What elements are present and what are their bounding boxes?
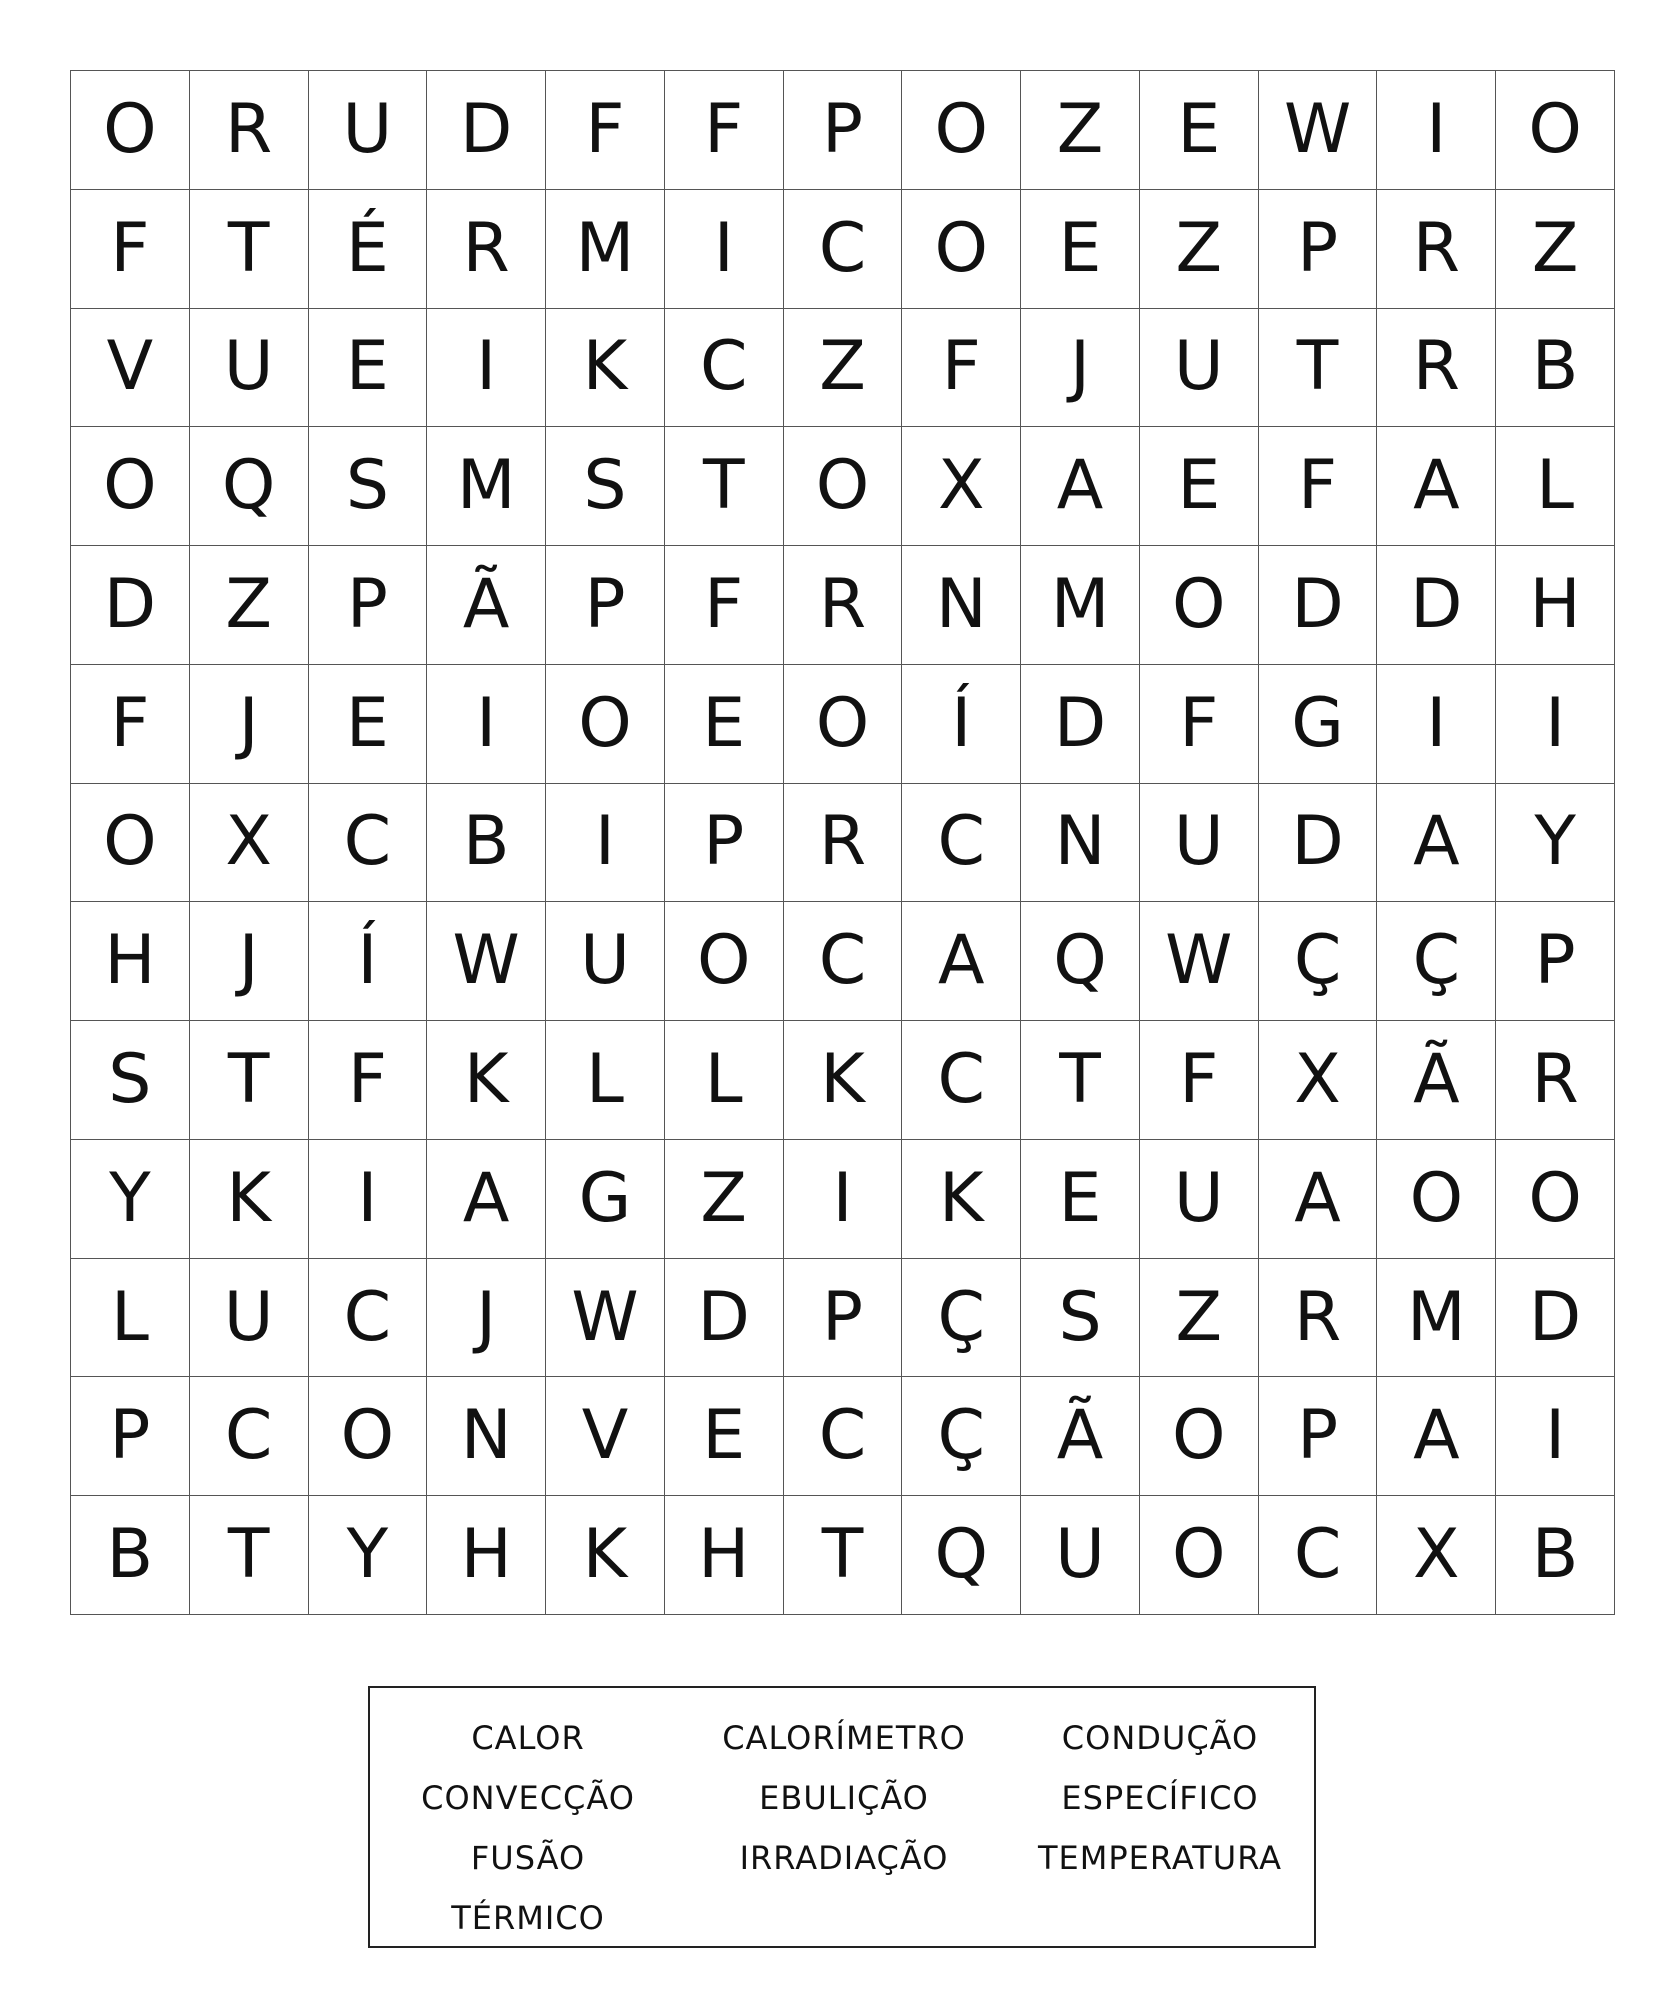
grid-cell[interactable]: U <box>1140 309 1259 428</box>
grid-cell[interactable]: S <box>309 427 428 546</box>
grid-cell[interactable]: E <box>665 665 784 784</box>
grid-cell[interactable]: E <box>1140 427 1259 546</box>
grid-cell[interactable]: Y <box>309 1496 428 1615</box>
grid-cell[interactable]: N <box>427 1377 546 1496</box>
grid-cell[interactable]: O <box>784 427 903 546</box>
grid-cell[interactable]: F <box>1140 1021 1259 1140</box>
grid-cell[interactable]: Z <box>1140 1259 1259 1378</box>
grid-cell[interactable]: O <box>665 902 784 1021</box>
grid-cell[interactable]: I <box>1377 665 1496 784</box>
letter-grid <box>70 70 1615 1615</box>
grid-cell[interactable]: H <box>427 1496 546 1615</box>
grid-cell[interactable]: W <box>546 1259 665 1378</box>
word-item: TÉRMICO <box>451 1899 605 1937</box>
word-item: TEMPERATURA <box>1037 1839 1283 1877</box>
grid-cell[interactable]: O <box>784 665 903 784</box>
grid-cell[interactable]: E <box>1021 190 1140 309</box>
grid-cell[interactable]: I <box>1496 665 1615 784</box>
grid-cell[interactable]: M <box>1021 546 1140 665</box>
grid-cell[interactable]: T <box>1021 1021 1140 1140</box>
grid-cell[interactable]: Í <box>902 665 1021 784</box>
grid-cell[interactable]: K <box>902 1140 1021 1259</box>
grid-cell[interactable]: E <box>665 1377 784 1496</box>
grid-cell[interactable]: I <box>546 784 665 903</box>
grid-cell[interactable]: D <box>427 71 546 190</box>
grid-cell[interactable]: O <box>546 665 665 784</box>
grid-cell[interactable]: A <box>1377 784 1496 903</box>
grid-cell[interactable]: E <box>309 665 428 784</box>
word-list-column-1 <box>370 1688 686 1948</box>
grid-cell[interactable]: I <box>784 1140 903 1259</box>
grid-cell[interactable]: X <box>1377 1496 1496 1615</box>
grid-cell[interactable]: Ç <box>902 1259 1021 1378</box>
grid-cell[interactable]: U <box>1140 784 1259 903</box>
grid-cell[interactable]: F <box>665 71 784 190</box>
grid-cell[interactable]: R <box>190 71 309 190</box>
grid-cell[interactable]: G <box>546 1140 665 1259</box>
grid-cell[interactable]: C <box>309 1259 428 1378</box>
grid-cell[interactable]: I <box>427 665 546 784</box>
grid-cell[interactable]: W <box>427 902 546 1021</box>
grid-cell[interactable]: C <box>190 1377 309 1496</box>
grid-cell[interactable]: P <box>784 1259 903 1378</box>
grid-cell[interactable]: N <box>902 546 1021 665</box>
grid-cell[interactable]: E <box>309 309 428 428</box>
grid-cell[interactable]: X <box>190 784 309 903</box>
grid-cell[interactable]: L <box>546 1021 665 1140</box>
grid-cell[interactable]: O <box>1496 1140 1615 1259</box>
grid-cell[interactable]: P <box>665 784 784 903</box>
grid-cell[interactable]: E <box>1021 1140 1140 1259</box>
grid-cell[interactable]: Ã <box>1021 1377 1140 1496</box>
grid-cell[interactable]: A <box>1021 427 1140 546</box>
grid-cell[interactable]: F <box>665 546 784 665</box>
grid-cell[interactable]: O <box>1140 546 1259 665</box>
grid-cell[interactable]: F <box>1140 665 1259 784</box>
word-item: CALOR <box>471 1719 585 1757</box>
grid-cell[interactable]: Z <box>665 1140 784 1259</box>
grid-cell[interactable]: C <box>902 784 1021 903</box>
grid-cell[interactable]: K <box>546 1496 665 1615</box>
grid-cell[interactable]: V <box>546 1377 665 1496</box>
grid-cell[interactable]: S <box>1021 1259 1140 1378</box>
grid-cell[interactable]: H <box>665 1496 784 1615</box>
grid-cell[interactable]: I <box>427 309 546 428</box>
grid-cell[interactable]: R <box>427 190 546 309</box>
grid-cell[interactable]: Ç <box>902 1377 1021 1496</box>
grid-cell[interactable]: I <box>309 1140 428 1259</box>
grid-cell[interactable]: U <box>309 71 428 190</box>
grid-cell[interactable]: D <box>665 1259 784 1378</box>
grid-cell[interactable]: R <box>1377 190 1496 309</box>
grid-cell[interactable]: F <box>309 1021 428 1140</box>
word-item: CONVECÇÃO <box>421 1779 635 1817</box>
grid-cell[interactable]: U <box>1140 1140 1259 1259</box>
grid-cell[interactable]: Y <box>1496 784 1615 903</box>
word-item: FUSÃO <box>470 1839 586 1877</box>
grid-cell[interactable]: O <box>902 190 1021 309</box>
grid-cell[interactable]: O <box>71 784 190 903</box>
grid-cell[interactable]: Q <box>1021 902 1140 1021</box>
grid-cell[interactable]: C <box>784 902 903 1021</box>
grid-cell[interactable]: D <box>1021 665 1140 784</box>
grid-cell[interactable]: P <box>71 1377 190 1496</box>
grid-cell[interactable]: C <box>309 784 428 903</box>
grid-cell[interactable]: L <box>1496 427 1615 546</box>
grid-cell[interactable]: Y <box>71 1140 190 1259</box>
grid-cell[interactable]: R <box>1259 1259 1378 1378</box>
grid-cell[interactable]: Z <box>1140 190 1259 309</box>
grid-cell[interactable]: J <box>427 1259 546 1378</box>
grid-cell[interactable]: M <box>546 190 665 309</box>
grid-cell[interactable]: D <box>71 546 190 665</box>
grid-cell[interactable]: U <box>1021 1496 1140 1615</box>
grid-cell[interactable]: H <box>1496 546 1615 665</box>
grid-cell[interactable]: R <box>1377 309 1496 428</box>
grid-cell[interactable]: O <box>71 71 190 190</box>
grid-cell[interactable]: H <box>71 902 190 1021</box>
grid-cell[interactable]: D <box>1259 546 1378 665</box>
grid-cell[interactable]: A <box>1259 1140 1378 1259</box>
grid-cell[interactable]: Q <box>902 1496 1021 1615</box>
grid-cell[interactable]: D <box>1259 784 1378 903</box>
grid-cell[interactable]: Z <box>190 546 309 665</box>
grid-cell[interactable]: X <box>902 427 1021 546</box>
grid-cell[interactable]: J <box>190 665 309 784</box>
grid-cell[interactable]: A <box>1377 427 1496 546</box>
word-item: ESPECÍFICO <box>1061 1779 1259 1817</box>
grid-cell[interactable]: U <box>190 1259 309 1378</box>
grid-cell[interactable]: P <box>546 546 665 665</box>
grid-cell[interactable]: J <box>190 902 309 1021</box>
grid-cell[interactable]: Z <box>1496 190 1615 309</box>
grid-cell[interactable]: O <box>1377 1140 1496 1259</box>
grid-cell[interactable]: O <box>1140 1496 1259 1615</box>
grid-cell[interactable]: T <box>190 1496 309 1615</box>
grid-cell[interactable]: K <box>784 1021 903 1140</box>
word-list-box <box>368 1686 1316 1948</box>
grid-cell[interactable]: K <box>546 309 665 428</box>
grid-cell[interactable]: P <box>784 71 903 190</box>
word-item: CALORÍMETRO <box>722 1719 966 1757</box>
grid-cell[interactable]: O <box>71 427 190 546</box>
word-item: EBULIÇÃO <box>759 1779 929 1817</box>
grid-cell[interactable]: W <box>1140 902 1259 1021</box>
grid-cell[interactable]: Ç <box>1259 902 1378 1021</box>
grid-cell[interactable]: Ã <box>427 546 546 665</box>
grid-cell[interactable]: D <box>1377 546 1496 665</box>
grid-cell[interactable]: X <box>1259 1021 1378 1140</box>
grid-cell[interactable]: O <box>309 1377 428 1496</box>
grid-cell[interactable]: C <box>784 190 903 309</box>
grid-cell[interactable]: L <box>71 1259 190 1378</box>
grid-cell[interactable]: Q <box>190 427 309 546</box>
grid-cell[interactable]: W <box>1259 71 1378 190</box>
grid-cell[interactable]: I <box>1377 71 1496 190</box>
grid-cell[interactable]: T <box>665 427 784 546</box>
grid-cell[interactable]: S <box>71 1021 190 1140</box>
grid-cell[interactable]: Ã <box>1377 1021 1496 1140</box>
grid-cell[interactable]: F <box>546 71 665 190</box>
grid-cell[interactable]: A <box>902 902 1021 1021</box>
grid-cell[interactable]: C <box>784 1377 903 1496</box>
grid-cell[interactable]: K <box>427 1021 546 1140</box>
grid-cell[interactable]: U <box>546 902 665 1021</box>
grid-cell[interactable]: C <box>665 309 784 428</box>
grid-cell[interactable]: B <box>1496 1496 1615 1615</box>
grid-cell[interactable]: O <box>1496 71 1615 190</box>
grid-cell[interactable]: J <box>1021 309 1140 428</box>
grid-cell[interactable]: U <box>190 309 309 428</box>
grid-cell[interactable]: C <box>1259 1496 1378 1615</box>
grid-cell[interactable]: B <box>71 1496 190 1615</box>
grid-cell[interactable]: Í <box>309 902 428 1021</box>
grid-cell[interactable]: R <box>784 546 903 665</box>
grid-cell[interactable]: L <box>665 1021 784 1140</box>
grid-cell[interactable]: F <box>1259 427 1378 546</box>
word-item: IRRADIAÇÃO <box>739 1839 949 1877</box>
grid-cell[interactable]: K <box>190 1140 309 1259</box>
grid-cell[interactable]: V <box>71 309 190 428</box>
grid-cell[interactable]: R <box>1496 1021 1615 1140</box>
word-item: CONDUÇÃO <box>1061 1719 1259 1757</box>
grid-cell[interactable]: M <box>1377 1259 1496 1378</box>
grid-cell[interactable]: T <box>1259 309 1378 428</box>
grid-cell[interactable]: M <box>427 427 546 546</box>
grid-cell[interactable]: T <box>190 1021 309 1140</box>
grid-cell[interactable]: A <box>427 1140 546 1259</box>
grid-cell[interactable]: D <box>1496 1259 1615 1378</box>
grid-cell[interactable]: I <box>665 190 784 309</box>
grid-cell[interactable]: P <box>1496 902 1615 1021</box>
grid-cell[interactable]: G <box>1259 665 1378 784</box>
word-list-column-3 <box>1002 1688 1318 1888</box>
grid-cell[interactable]: O <box>1140 1377 1259 1496</box>
grid-cell[interactable]: N <box>1021 784 1140 903</box>
grid-cell[interactable]: Ç <box>1377 902 1496 1021</box>
grid-cell[interactable]: F <box>902 309 1021 428</box>
grid-cell[interactable]: B <box>427 784 546 903</box>
grid-cell[interactable]: E <box>1140 71 1259 190</box>
grid-cell[interactable]: P <box>1259 1377 1378 1496</box>
grid-cell[interactable]: É <box>309 190 428 309</box>
grid-cell[interactable]: Z <box>784 309 903 428</box>
grid-cell[interactable]: P <box>1259 190 1378 309</box>
grid-cell[interactable]: Z <box>1021 71 1140 190</box>
grid-cell[interactable]: F <box>71 190 190 309</box>
word-list-column-2 <box>686 1688 1002 1888</box>
grid-cell[interactable]: C <box>902 1021 1021 1140</box>
grid-cell[interactable]: I <box>1496 1377 1615 1496</box>
grid-cell[interactable]: P <box>309 546 428 665</box>
grid-cell[interactable]: F <box>71 665 190 784</box>
grid-cell[interactable]: B <box>1496 309 1615 428</box>
grid-cell[interactable]: R <box>784 784 903 903</box>
grid-cell[interactable]: T <box>190 190 309 309</box>
grid-cell[interactable]: O <box>902 71 1021 190</box>
grid-cell[interactable]: S <box>546 427 665 546</box>
grid-cell[interactable]: T <box>784 1496 903 1615</box>
grid-cell[interactable]: A <box>1377 1377 1496 1496</box>
